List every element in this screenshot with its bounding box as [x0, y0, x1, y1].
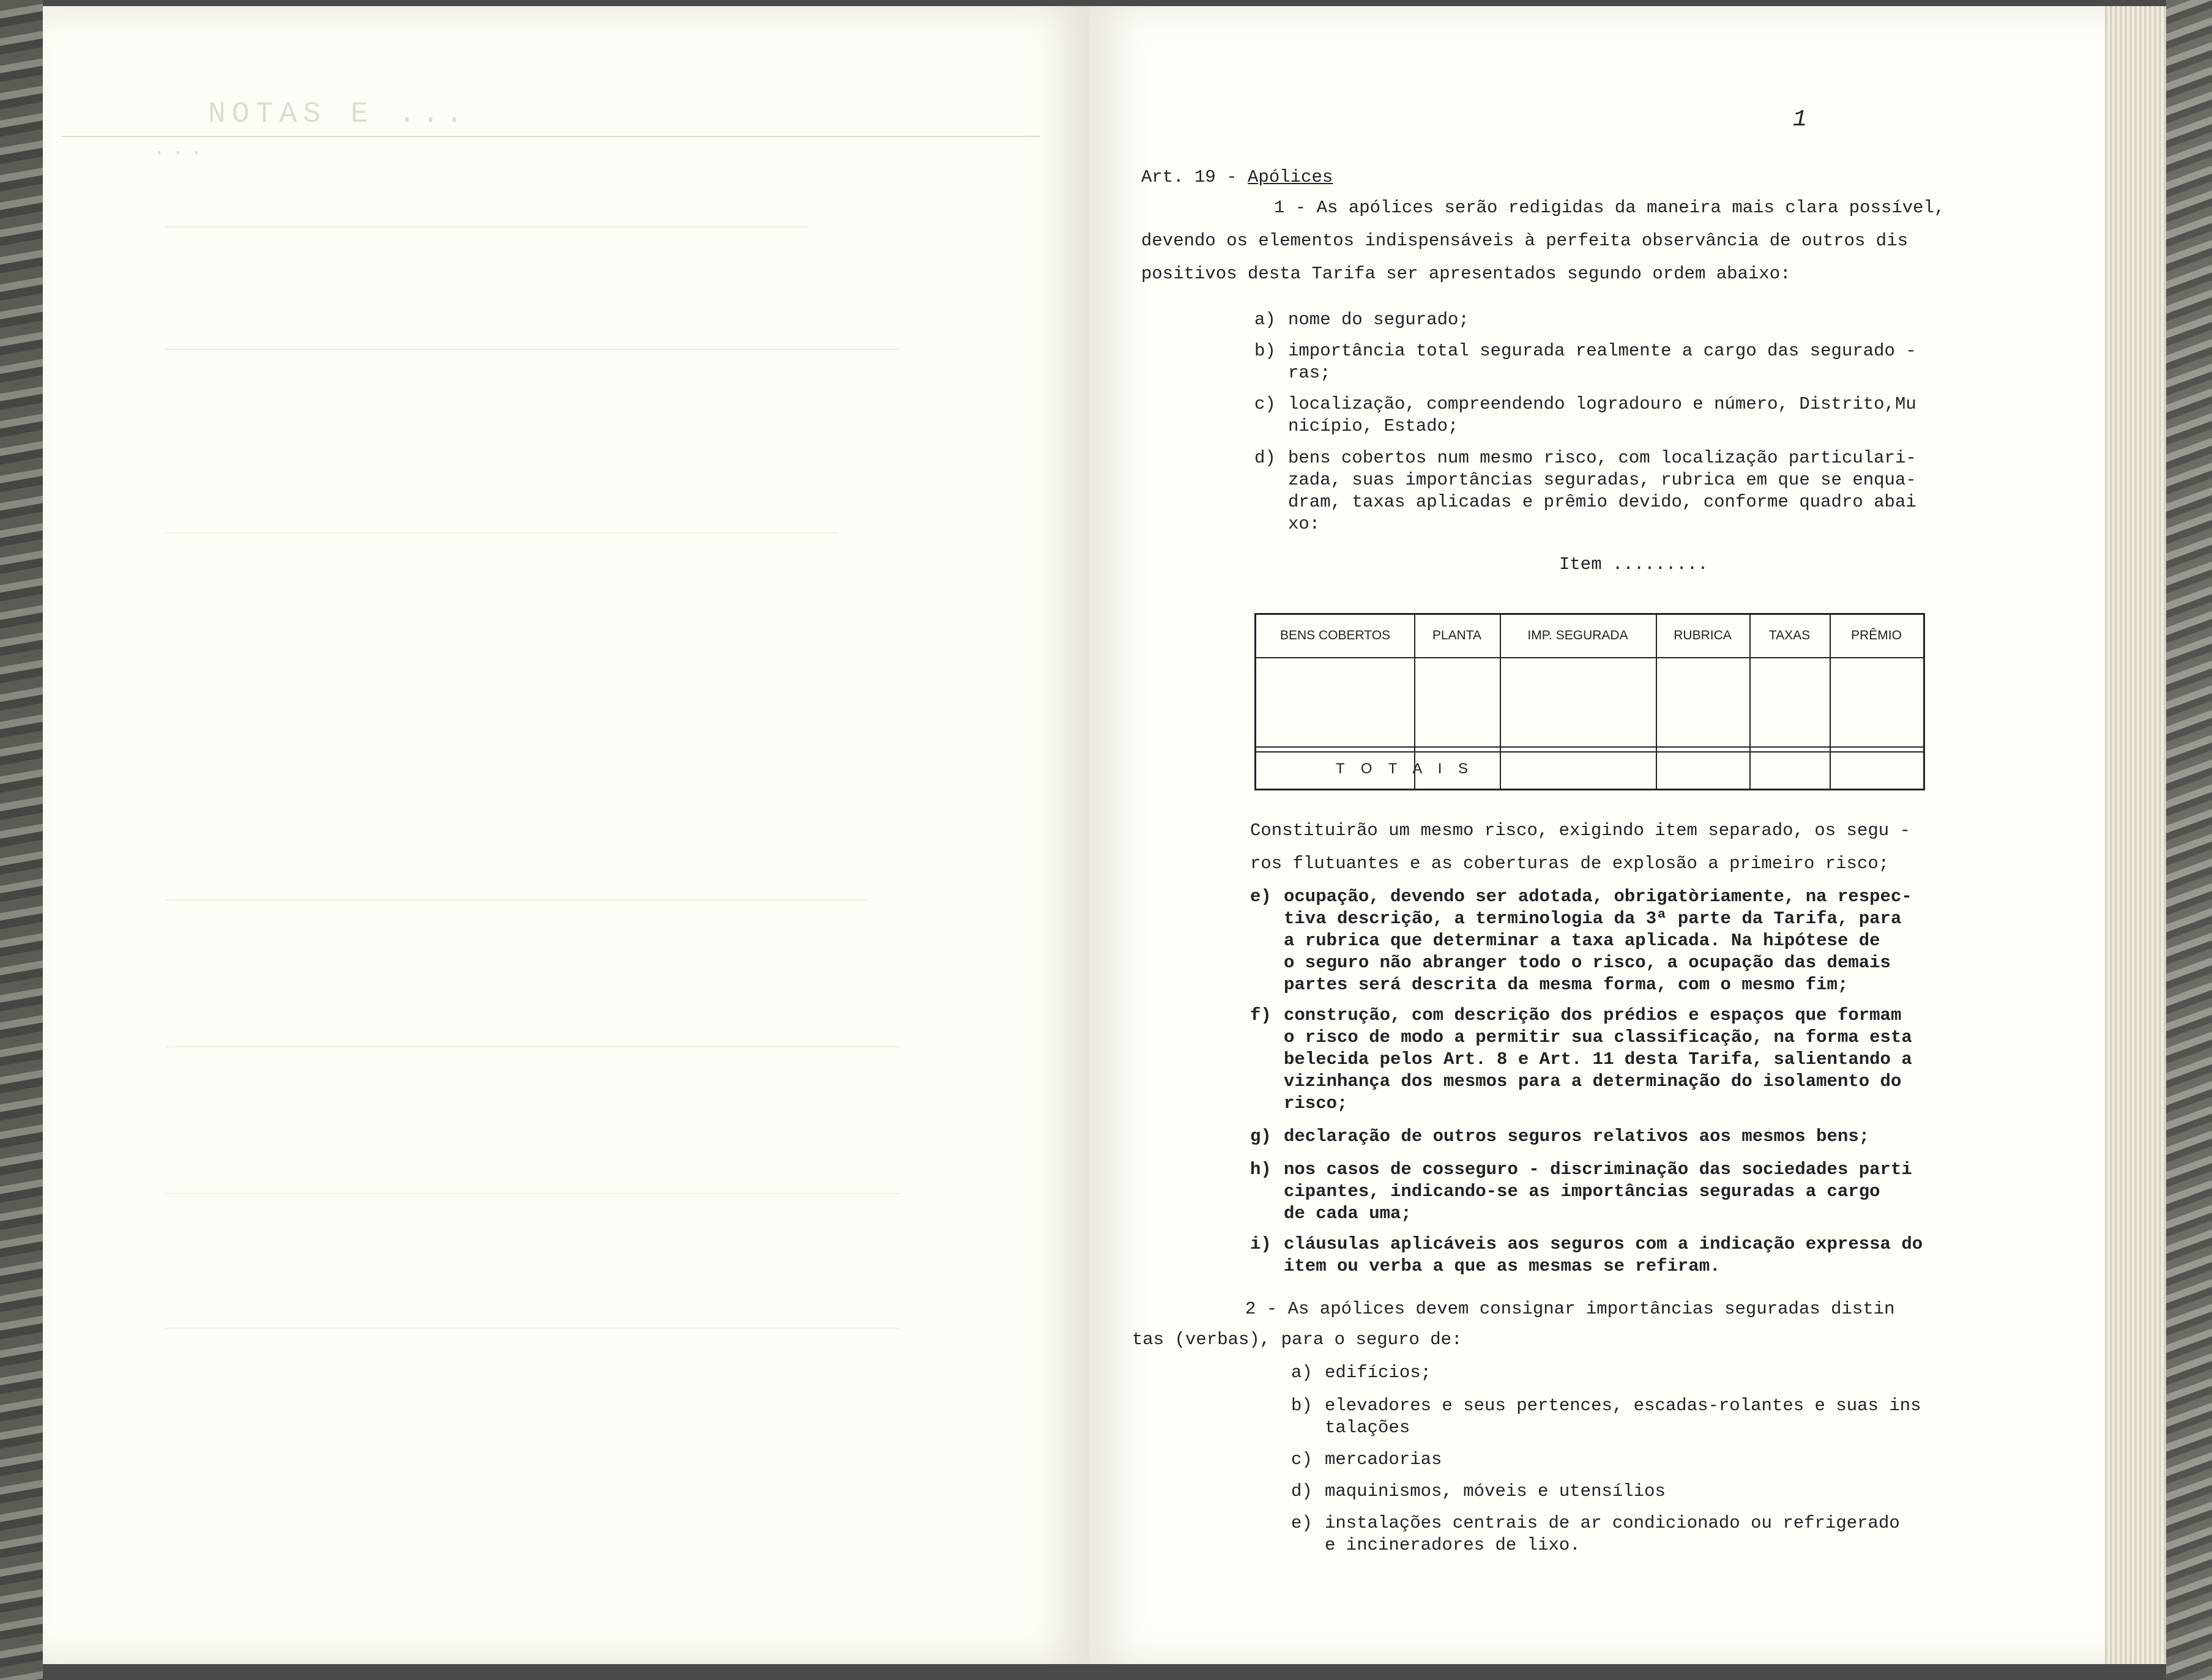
- list-item-text: nicípio, Estado;: [1288, 416, 1459, 436]
- paragraph-2-line: 2 - As apólices devem consignar importâncias seguradas distin: [1245, 1299, 1895, 1319]
- page-edges: [2105, 6, 2166, 1664]
- item-label: Item .........: [1559, 554, 1708, 574]
- list-item-text: dram, taxas aplicadas e prêmio devido, conforme quadro abai: [1288, 492, 1916, 512]
- list-item-text: o risco de modo a permitir sua classificação, na forma esta: [1284, 1027, 1912, 1047]
- list-item-letter: i): [1250, 1234, 1272, 1254]
- ghost-line: [165, 1193, 899, 1194]
- list-item-text: maquinismos, móveis e utensílios: [1325, 1481, 1666, 1501]
- list-item-text: ras;: [1288, 363, 1331, 383]
- page-number: 1: [1793, 106, 1807, 133]
- table-header-rule: [1256, 657, 1923, 658]
- coverage-table: [1254, 613, 1925, 790]
- paragraph-1-line: positivos desta Tarifa ser apresentados segundo ordem abaixo:: [1141, 264, 1791, 284]
- book-cover-right-edge: [2166, 0, 2212, 1680]
- list-item-letter: f): [1250, 1005, 1272, 1025]
- constituirao-line: ros flutuantes e as coberturas de explosão a primeiro risco;: [1250, 853, 1890, 874]
- list-item-text: edifícios;: [1325, 1362, 1432, 1383]
- article-heading-prefix: Art. 19 -: [1141, 167, 1248, 187]
- table-totals-rule: [1256, 751, 1923, 753]
- list-item-text: instalações centrais de ar condicionado ou refrigerado: [1325, 1513, 1900, 1533]
- list-item-letter: g): [1250, 1126, 1272, 1147]
- list-item-text: e incineradores de lixo.: [1325, 1535, 1581, 1555]
- list-item-letter: h): [1250, 1159, 1272, 1180]
- book-cover-left-edge: [0, 0, 43, 1680]
- list-item-letter: b): [1291, 1396, 1313, 1416]
- list-item-letter: c): [1254, 394, 1276, 414]
- ghost-rule: [61, 136, 1040, 137]
- ghost-line: [165, 349, 899, 350]
- list-item-letter: c): [1291, 1449, 1313, 1470]
- table-totals-label: T O T A I S: [1336, 760, 1475, 777]
- ghost-line: [165, 532, 838, 533]
- table-header-premio: PRÊMIO: [1851, 628, 1902, 642]
- list-item-text: ocupação, devendo ser adotada, obrigatòriamente, na respec-: [1284, 886, 1912, 907]
- table-header-bens-cobertos: BENS COBERTOS: [1279, 628, 1391, 642]
- article-heading: [1141, 166, 1333, 188]
- list-item-text: talações: [1325, 1418, 1410, 1438]
- list-item-text: xo:: [1288, 514, 1320, 534]
- constituirao-line: Constituirão um mesmo risco, exigindo item separado, os segu -: [1250, 820, 1910, 841]
- list-item-letter: d): [1291, 1481, 1313, 1501]
- list-item-text: importância total segurada realmente a cargo das segurado -: [1288, 341, 1916, 361]
- list-item-text: o seguro não abranger todo o risco, a ocupação das demais: [1284, 953, 1891, 973]
- list-item-text: zada, suas importâncias seguradas, rubrica em que se enqua-: [1288, 470, 1916, 490]
- paragraph-1-line: 1 - As apólices serão redigidas da maneira mais clara possível,: [1274, 198, 1945, 218]
- table-header-imp-segurada: IMP. SEGURADA: [1527, 628, 1628, 642]
- list-item-text: nome do segurado;: [1288, 310, 1469, 330]
- table-header-planta: PLANTA: [1432, 628, 1482, 642]
- table-header-rubrica: RUBRICA: [1674, 628, 1732, 642]
- list-item-text: a rubrica que determinar a taxa aplicada. Na hipótese de: [1284, 931, 1880, 951]
- ghost-heading: NOTAS E ...: [208, 98, 469, 131]
- list-item-text: cipantes, indicando-se as importâncias seguradas a cargo: [1284, 1181, 1880, 1202]
- list-item-text: cláusulas aplicáveis aos seguros com a indicação expressa do: [1284, 1234, 1923, 1254]
- list-item-letter: a): [1291, 1362, 1313, 1383]
- list-item-text: tiva descrição, a terminologia da 3ª parte da Tarifa, para: [1284, 909, 1902, 929]
- list-item-text: elevadores e seus pertences, escadas-rolantes e suas ins: [1325, 1396, 1921, 1416]
- table-header-taxas: TAXAS: [1768, 628, 1811, 642]
- list-item-text: item ou verba a que as mesmas se refiram.: [1284, 1256, 1721, 1276]
- list-item-text: de cada uma;: [1284, 1203, 1412, 1224]
- list-item-text: risco;: [1284, 1093, 1348, 1113]
- left-page-show-through: [43, 6, 1089, 1664]
- list-item-text: belecida pelos Art. 8 e Art. 11 desta Tarifa, salientando a: [1284, 1049, 1912, 1069]
- list-item-text: construção, com descrição dos prédios e espaços que formam: [1284, 1005, 1902, 1025]
- article-heading-title: Apólices: [1248, 167, 1333, 187]
- list-item-letter: e): [1291, 1513, 1313, 1533]
- list-item-text: declaração de outros seguros relativos aos mesmos bens;: [1284, 1126, 1870, 1147]
- list-item-letter: b): [1254, 341, 1276, 361]
- paragraph-1-line: devendo os elementos indispensáveis à perfeita observância de outros dis: [1141, 231, 1909, 251]
- list-item-text: bens cobertos num mesmo risco, com localização particulari-: [1288, 448, 1916, 468]
- ghost-subheading: ...: [153, 138, 209, 161]
- ghost-line: [165, 1046, 899, 1047]
- list-item-text: mercadorias: [1325, 1449, 1442, 1470]
- list-item-letter: d): [1254, 448, 1276, 468]
- list-item-text: localização, compreendendo logradouro e número, Distrito,Mu: [1288, 394, 1916, 414]
- ghost-line: [165, 899, 869, 901]
- list-item-text: partes será descrita da mesma forma, com o mesmo fim;: [1284, 975, 1849, 995]
- list-item-letter: e): [1250, 886, 1272, 907]
- paragraph-2-line: tas (verbas), para o seguro de:: [1132, 1329, 1462, 1350]
- list-item-text: vizinhança dos mesmos para a determinação do isolamento do: [1284, 1071, 1902, 1091]
- ghost-line: [165, 226, 808, 228]
- list-item-letter: a): [1254, 310, 1276, 330]
- ghost-line: [165, 1328, 899, 1329]
- list-item-text: nos casos de cosseguro - discriminação das sociedades parti: [1284, 1159, 1912, 1180]
- table-totals-rule: [1256, 746, 1923, 748]
